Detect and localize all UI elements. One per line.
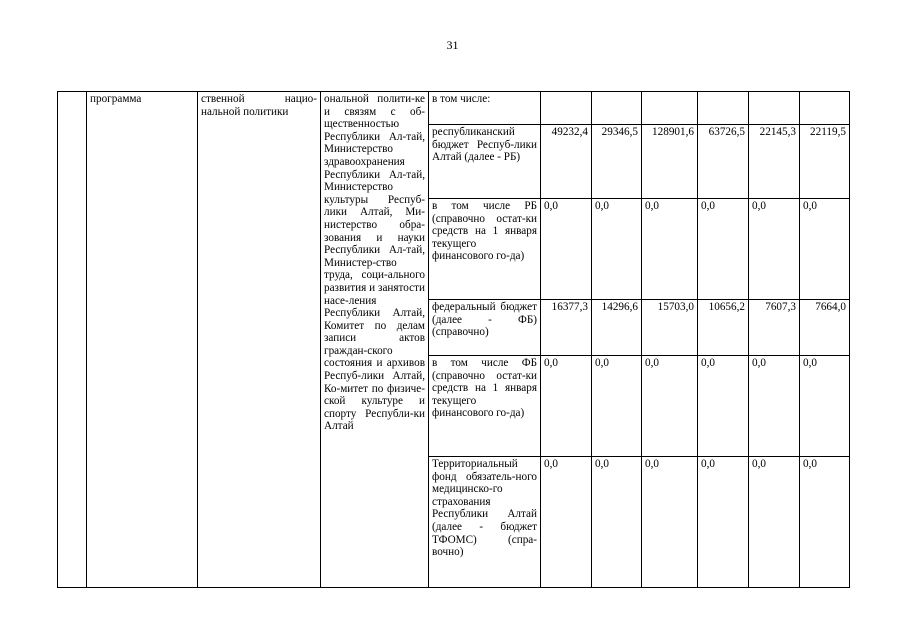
source-text: республиканский бюджет Респуб-лики Алтай (далее - РБ) — [432, 126, 537, 164]
value-cell: 0,0 — [698, 199, 749, 300]
value-cell — [749, 92, 800, 125]
value-cell: 128901,6 — [642, 125, 698, 199]
source-cell — [429, 300, 541, 356]
program-name-text: ственной нацио-нальной политики — [201, 93, 317, 118]
value-cell: 0,0 — [800, 199, 850, 300]
source-cell — [429, 125, 541, 199]
value-cell: 22119,5 — [800, 125, 850, 199]
value-cell — [698, 92, 749, 125]
value-cell: 0,0 — [800, 356, 850, 457]
value-cell: 14296,6 — [592, 300, 642, 356]
budget-table — [57, 91, 850, 588]
source-cell — [429, 457, 541, 588]
executors-text: ональной полити-ке и связям с об-щественностью Республики Ал-тай, Министерство здравоохранения Республики Ал-тай, Министерство культуры Респуб-лики Алтай, Ми-нистерство обра-зования и науки Республики Ал-тай, Министер-ство труда, соци-ального развития и занятости насе-ления Республики Алтай, Комитет по делам записи актов граждан-ского состояния и архивов Респуб-лики Алтай, Ко-митет по физиче-ской культуре и спорту Республи-ки Алтай — [324, 93, 425, 433]
value-cell — [800, 92, 850, 125]
source-text: в том числе ФБ (справочно остат-ки средств на 1 января текущего финансового го-да) — [432, 357, 537, 420]
value-cell: 0,0 — [642, 356, 698, 457]
value-cell: 29346,5 — [592, 125, 642, 199]
value-cell: 0,0 — [592, 199, 642, 300]
value-cell — [642, 92, 698, 125]
type-text: программа — [90, 93, 142, 105]
value-cell: 0,0 — [642, 457, 698, 588]
source-text: в том числе РБ (справочно остат-ки средств на 1 января текущего финансового го-да) — [432, 200, 537, 263]
index-cell — [58, 92, 87, 588]
value-cell: 16377,3 — [541, 300, 592, 356]
value-cell: 0,0 — [800, 457, 850, 588]
value-cell: 0,0 — [592, 457, 642, 588]
value-cell: 0,0 — [541, 356, 592, 457]
value-cell: 63726,5 — [698, 125, 749, 199]
value-cell: 0,0 — [698, 457, 749, 588]
value-cell: 0,0 — [698, 356, 749, 457]
source-cell — [429, 199, 541, 300]
value-cell: 15703,0 — [642, 300, 698, 356]
value-cell: 22145,3 — [749, 125, 800, 199]
source-cell — [429, 92, 541, 125]
value-cell: 0,0 — [749, 199, 800, 300]
source-text: Территориальный фонд обязатель-ного медицинско-го страхования Республики Алтай (далее - бюджет ТФОМС) (спра-вочно) — [432, 458, 537, 559]
executors-cell — [321, 92, 429, 588]
value-cell — [592, 92, 642, 125]
value-cell: 7607,3 — [749, 300, 800, 356]
value-cell: 0,0 — [749, 356, 800, 457]
value-cell: 49232,4 — [541, 125, 592, 199]
source-text: федеральный бюджет (далее - ФБ) (справочно) — [432, 301, 537, 339]
value-cell — [541, 92, 592, 125]
type-cell — [87, 92, 198, 588]
page-number: 31 — [446, 38, 459, 52]
value-cell: 7664,0 — [800, 300, 850, 356]
value-cell: 0,0 — [541, 199, 592, 300]
value-cell: 0,0 — [749, 457, 800, 588]
program-name-cell — [198, 92, 321, 588]
table-row — [58, 92, 850, 125]
value-cell: 0,0 — [541, 457, 592, 588]
value-cell: 0,0 — [592, 356, 642, 457]
source-cell — [429, 356, 541, 457]
source-text: в том числе: — [432, 93, 491, 105]
value-cell: 0,0 — [642, 199, 698, 300]
value-cell: 10656,2 — [698, 300, 749, 356]
